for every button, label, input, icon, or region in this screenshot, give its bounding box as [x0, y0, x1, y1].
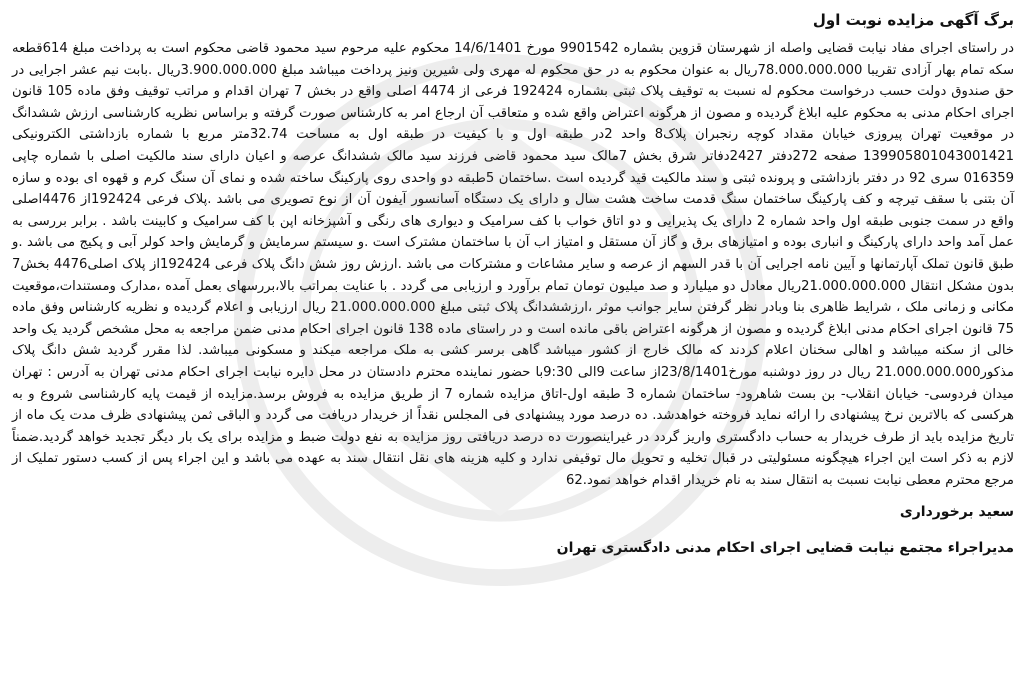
signer-name: سعید برخورداری	[899, 504, 1014, 521]
notice-body: در راستای اجرای مفاد نیابت قضایی واصله از شهرستان قزوین بشماره 9901542 مورخ 14/6/1401 محکوم علیه مرحوم سید محمود قاضی محکوم است به پرداخت مبلغ 614قطعه سکه تمام بهار آزادی تقریبا 78.000.000.000ریال به عنوان محکوم به در حق محکوم له مهری ولی شیرین ونیز پرداخت میباشد مبلغ 3.900.000.000ریال .بابت نیم عشر اجرایی در حق صندوق دولت حسب درخواست محکوم له نسبت به توقیف پلاک ثبتی بشماره 192424 فرعی از 4474 اصلی واقع در بخش 7 تهران اقدام و مراتب توقیف وفق ماده 105 قانون اجرای احکام مدنی به محکوم علیه ابلاغ گردیده و مصون از هرگونه اعتراض واقع شده و متعاقب آن ارجاع امر به کارشناس صورت گرفته و براساس نظریه کارشناسی ارزش ششدانگ در موقعیت تهران پیروزی خیابان مقداد کوچه رنجبران پلاک8 واحد 2در طبقه اول و با کیفیت در طبقه اول به مساحت 32.74متر مربع با شماره بازداشتی الکترونیکی 139905801043001421 صفحه 272دفتر 2427دفاتر شرق بخش 7مالک سید محمود قاضی فرزند سید مالک ششدانگ عرصه و اعیان دارای سند مالکیت اصلی با شماره چاپی 016359 سری 92 در دفتر بازداشتی و پرونده ثبتی و سند مالکیت قید گردیده است .ساختمان 5طبقه دو واحدی روی پارکینگ ساخته شده و نمای آن سنگ کرم و قهوه ای بوده و سازه آن بتنی با سقف تیرچه و کف پارکینگ ساختمان سنگ قدمت ساخت هشت سال و دارای یک دستگاه آسانسور آیفون آن از نوع تصویری می باشد .پلاک فرعی 192424از 4476اصلی واقع در سمت جنوبی طبقه اول واحد شماره 2 دارای یک پذیرایی و دو اتاق خواب با کف سرامیک و دیواری های رنگی و آشپزخانه اپن با کف سرامیک و کابینت باشد . برابر بررسی به عمل آمد واحد دارای پارکینگ و انباری بوده و امتیازهای برق و گاز آن مستقل و امتیاز اب آن با ساختمان مشترک است .و سیستم سرمایش و گرمایش واحد کولر آبی و پکیج می باشد .و طبق قانون تملک آپارتمانها و آیین نامه اجرایی آن با قدر السهم از عرصه و سایر مشاعات و مشترکات می باشد .ارزش روز شش دانگ پلاک فرعی 192424از پلاک اصلی4476 بخش7 بدون مشکل انتقال 21.000.000.000ریال معادل دو میلیارد و صد میلیون تومان تمام برآورد و ارزیابی می گردد . با عنایت بمراتب بالا،بررسهای بعمل آمده ،مدارک ومستندات،موقعیت مکانی و زمانی ملک ، شرایط ظاهری بنا وبادر نظر گرفتن سایر جوانب موثر ،ارزششدانگ پلاک ثبتی مبلغ 21.000.000.000 ریال ارزیابی و اعلام گردیده و نظریه کارشناس وفق ماده 75 قانون اجرای احکام مدنی ابلاغ گردیده و مصون از هرگونه اعتراض باقی مانده است و در راستای ماده 138 قانون اجرای احکام مدنی ضمن مراجعه به محل مشخص گردید یک واحد خالی از سکنه میباشد و اهالی سخنان اعلام کردند که مالک خارج از کشور میباشد گاهی برسر کشی به ملک مراجعه میکند و مسکونی میباشد. لذا مقرر گردید شش دانگ پلاک مذکور21.000.000.000 ریال در روز دوشنبه مورخ23/8/1401از ساعت 9الی 9:30با حضور نماینده محترم دادستان در محل دایره نیابت اجرای احکام مدنی تهران به آدرس : تهران میدان فردوسی- خیابان انقلاب- بن بست شاهرود- ساختمان شماره 3 طبقه اول-اتاق مزایده شماره 7 از طریق مزایده به فروش برسد.مزایده از قیمت پایه کارشناسی شروع و به هرکسی که بالاترین نرخ پیشنهادی را ارائه نماید فروخته خواهدشد. ده درصد مورد پیشنهادی فی المجلس نقداً از خریدار دریافت می گردد و الباقی ثمن پیشنهادی ظرف مدت یک ماه از تاریخ مزایده باید از طرف خریدار به حساب دادگستری واریز گردد در غیراینصورت ده درصد دریافتی روز مزایده به نفع دولت ضبط و مزایده برای یک بار دیگر تجدید خواهد گردید.ضمناً لازم به ذکر است این اجراء هیچگونه مسئولیتی در قبال تخلیه و تحویل مال توقیفی ندارد و کلیه هزینه های نقل انتقال سند به عهده می باشد و این اجراء پس از کسب دستور تملیک از مرجع محترم معطی نیابت نسبت به انتقال سند به نام خریدار اقدام خواهد نمود.62	[12, 41, 1015, 488]
signature-block	[12, 501, 1014, 559]
signer-title: مدیراجراء مجتمع نیابت قضایی اجرای احکام مدنی دادگستری تهران	[556, 540, 1014, 557]
notice-title: برگ آگهی مزایده نوبت اول	[812, 11, 1014, 29]
